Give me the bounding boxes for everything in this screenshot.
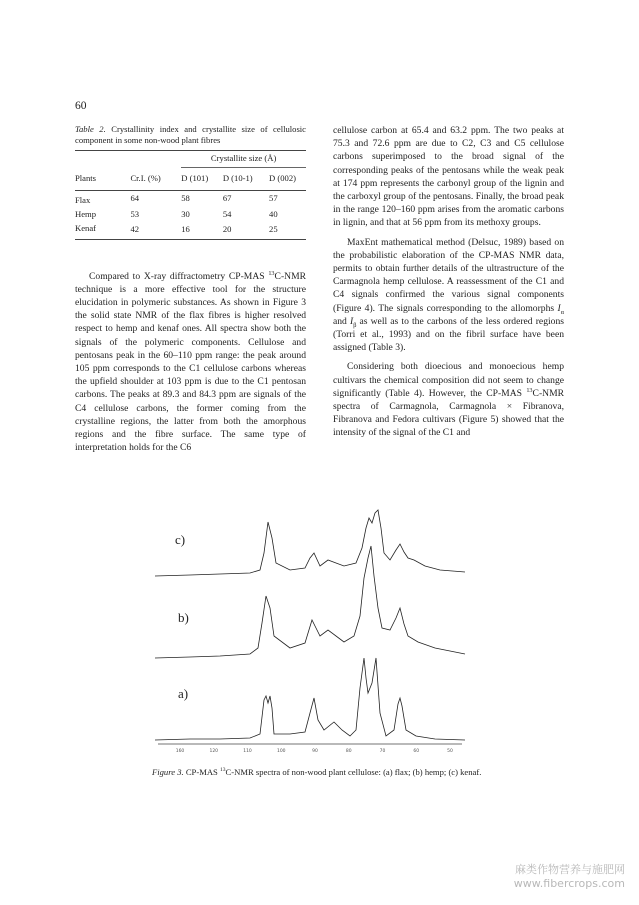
x-tick-label: 50 xyxy=(447,749,453,754)
table-header: D (101) xyxy=(181,173,209,184)
table-header: Cr.I. (%) xyxy=(130,172,161,183)
spectrum-label-b: b) xyxy=(178,610,189,625)
figure-caption-label: Figure 3. xyxy=(152,767,184,777)
table-cell: 30 xyxy=(181,208,190,219)
body-paragraph: cellulose carbon at 65.4 and 63.2 ppm. The two peaks at 75.3 and 72.6 ppm are due to C2, C3 and C5 cellulose carbons superimposed to the broad signal of the corresponding peaks of the pentosans while the weak peak at 174 ppm represents the carbonyl group of the lignin and the carboxyl group of the pentosans. Finally, the broad peak in the range 120–160 ppm arises from the aromatic carbons in lignin, and that at 56 ppm from its methoxy groups. xyxy=(333,125,564,229)
nmr-spectra-figure xyxy=(150,508,470,756)
site-watermark: 麻类作物营养与施肥网 www.fibercrops.com xyxy=(513,863,625,890)
table-caption-label: Table 2. xyxy=(75,124,106,134)
table-header-row xyxy=(75,168,306,191)
crystallinity-table xyxy=(75,150,306,240)
table-row xyxy=(75,222,306,240)
table-cell: 64 xyxy=(130,193,140,204)
x-axis-ticks xyxy=(176,748,453,754)
figure-caption: Figure 3. CP-MAS $^{13}$C-NMR spectra of non-wood plant cellulose: (a) flax; (b) hemp; (c) kenaf. xyxy=(152,767,482,777)
body-paragraph: Compared to X-ray diffractometry CP-MAS $^{13}$C-NMR technique is a more effective tool for the structure elucidation in polymeric substances. As shown in Figure 3 the solid state NMR of the flax fibres is higher resolved respect to hemp and kenaf ones. All spectra show both the signals of the polymeric components. Cellulose and pentosans peak in the 60–110 ppm range: the peak around 105 ppm corresponds to the C1 cellulose carbons whereas the upfield shoulder at 103 ppm is due to the C1 pentosan carbons. The peaks at 89.3 and 84.3 ppm are signals of the C4 cellulose carbons, the former coming from the crystalline regions, the latter from both the amorphous regions and the fibre surface. The same type of interpretation holds for the C6 xyxy=(75,269,306,454)
table-caption-text: Crystallinity index and crystallite size of cellulosic component in some non-wood plant fibres xyxy=(75,124,306,145)
table-cell: 16 xyxy=(181,224,190,235)
table-cell: Kenaf xyxy=(75,222,96,233)
table-header: Plants xyxy=(75,172,97,183)
spectrum-c xyxy=(155,510,465,576)
table-caption xyxy=(75,124,306,146)
nmr-spectra-plot xyxy=(150,508,470,756)
table-cell: 54 xyxy=(222,208,232,219)
spectrum-label-a: a) xyxy=(178,686,189,701)
table-cell: Flax xyxy=(75,194,91,205)
x-tick-label: 100 xyxy=(276,749,286,754)
x-tick-label: 60 xyxy=(413,749,420,754)
table-cell: 42 xyxy=(130,224,140,235)
page-number: 60 xyxy=(75,100,87,112)
x-tick-label: 120 xyxy=(209,749,219,754)
x-tick-label: 80 xyxy=(345,749,352,754)
table-cell: 57 xyxy=(269,193,278,204)
table-row xyxy=(75,208,306,222)
table-cell: 58 xyxy=(181,193,190,204)
spectrum-label-c: c) xyxy=(175,532,186,547)
x-tick-label: 110 xyxy=(243,749,252,754)
table-cell: 53 xyxy=(130,208,140,219)
table-group-header: Crystallite size (Å) xyxy=(181,151,306,168)
table-cell: Hemp xyxy=(75,208,97,219)
x-tick-label: 70 xyxy=(379,749,386,754)
left-column xyxy=(75,124,306,454)
table-header: D (002) xyxy=(269,173,296,184)
x-tick-label: 160 xyxy=(175,749,185,754)
right-column xyxy=(333,124,564,440)
x-tick-label: 90 xyxy=(312,749,318,754)
table-cell: 20 xyxy=(222,224,232,235)
table-cell: 40 xyxy=(269,208,278,219)
body-paragraph: Considering both dioecious and monoecious hemp cultivars the chemical composition did not seem to change significantly (Table 4). However, the CP-MAS $^{13}$C-NMR spectra of Carmagnola, Carmagnola × Fibranova, Fibranova and Fedora cultivars (Figure 5) showed that the intensity of the signal of the C1 and xyxy=(333,361,564,439)
table-cell: 25 xyxy=(269,224,278,235)
table-row xyxy=(75,190,306,208)
spectrum-a xyxy=(155,658,465,740)
table-header: D (10-1) xyxy=(222,173,253,184)
table-cell: 67 xyxy=(222,193,232,204)
body-paragraph: MaxEnt mathematical method (Delsuc, 1989) based on the probabilistic elaboration of the CP-MAS NMR data, permits to obtain further details of the ultrastructure of the Carmagnola hemp cellulose. A reassessment of the C1 and C4 signals confirmed the various signal components (Figure 4). The signals corresponding to the allomorphs $I_\alpha$ and $I_\beta$ as well as to the carbons of the less ordered regions (Torri et al., 1993) and on the fibril surface have been assigned (Table 3). xyxy=(333,236,564,354)
